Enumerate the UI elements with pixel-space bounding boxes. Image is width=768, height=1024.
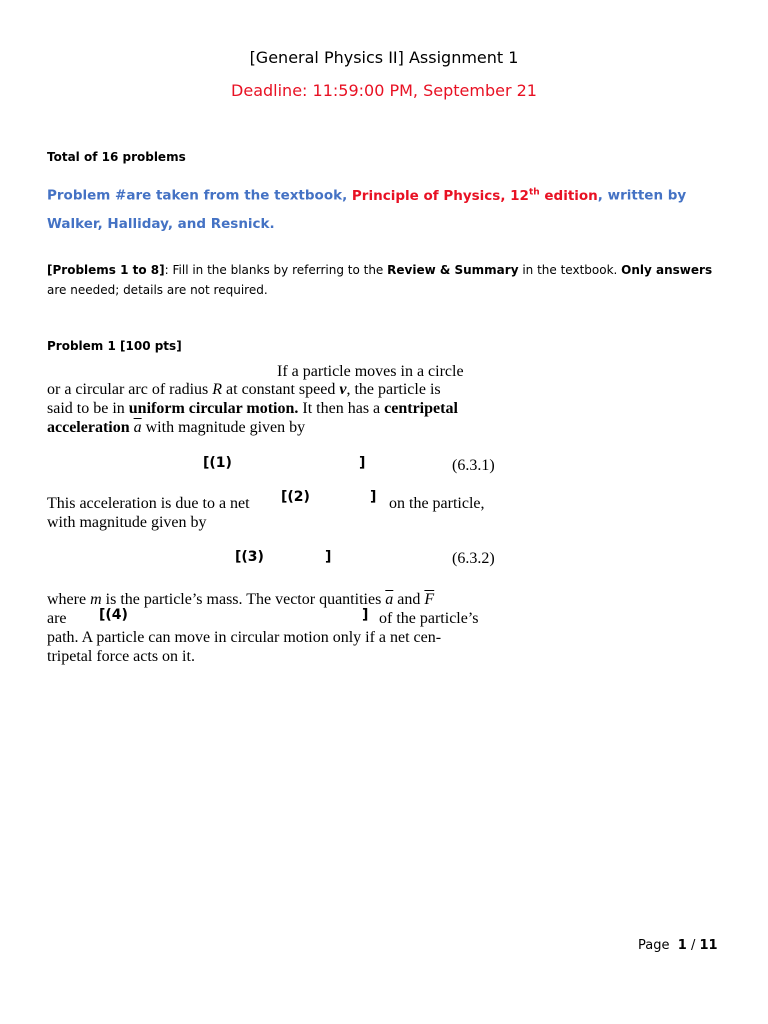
instr-text-1: : Fill in the blanks by referring to the [164,263,388,277]
blank-3-close: ] [325,549,332,565]
excerpt-line-6: with magnitude given by [47,514,207,531]
page-label: Page [638,938,670,953]
book-title [352,188,598,204]
text: , the particle is [346,381,441,398]
excerpt-line-1: If a particle moves in a circle [277,363,464,380]
instructions [47,260,737,300]
mass-symbol: m [90,591,102,608]
excerpt-line-4 [47,418,305,437]
page-current: 1 [677,938,687,953]
text: at constant speed [222,381,340,398]
page-separator: / [690,938,696,953]
source-text-2: , written by [597,187,687,204]
book-name: Principle of Physics, 12 [351,187,529,204]
vector-a: $\overline{a}$ [133,419,142,436]
radius-symbol: R [212,381,223,398]
text: with magnitude given by [141,419,306,436]
bold-term: uniform circular motion. [128,400,299,417]
excerpt-line-5a: This acceleration is due to a net [47,495,250,512]
vector-a: $\overline{a}$ [385,591,394,608]
textbook-source [47,178,727,238]
source-text: Problem #are taken from the textbook, [47,187,352,204]
problem-heading: Problem 1 [100 pts] [47,339,182,353]
edition-sup: th [528,187,540,197]
text: It then has a [298,400,385,417]
page-total: 11 [699,938,718,953]
text: or a circular arc of radius [47,381,213,398]
text: and [393,591,425,608]
excerpt-line-8b: of the particle’s [379,610,479,627]
blank-1-close: ] [359,455,366,471]
instr-text-3: are needed; details are not required. [47,283,268,297]
assignment-title: [General Physics II] Assignment 1 [249,48,519,67]
problem-range: [Problems 1 to 8] [47,263,165,277]
bold-term: centripetal [384,400,458,417]
text: is the particle’s mass. The vector quantities [101,591,386,608]
equation-number-1: (6.3.1) [452,457,495,474]
excerpt-line-2 [47,380,441,399]
vector-f: $\overline{F}$ [424,591,435,608]
speed-symbol: v [339,381,347,398]
only-answers: Only answers [621,263,713,277]
authors: Walker, Halliday, and Resnick. [47,215,275,232]
excerpt-line-3 [47,399,458,418]
blank-2-close: ] [370,489,377,505]
blank-3-open: [(3) [235,549,264,565]
text: where [47,591,91,608]
blank-4-open: [(4) [99,607,128,623]
blank-2-open: [(2) [281,489,310,505]
edition-text: edition [539,187,598,204]
excerpt-line-10: tripetal force acts on it. [47,648,195,665]
equation-number-2: (6.3.2) [452,550,495,567]
page-indicator [638,938,718,953]
excerpt-line-8a: are [47,610,67,627]
text: said to be in [47,400,129,417]
blank-4-close: ] [362,607,369,623]
total-problems: Total of 16 problems [47,150,186,164]
bold-term: acceleration [47,419,134,436]
review-summary: Review & Summary [387,263,519,277]
blank-1-open: [(1) [203,455,232,471]
excerpt-line-9: path. A particle can move in circular motion only if a net cen- [47,629,442,646]
deadline: Deadline: 11:59:00 PM, September 21 [231,81,537,100]
instr-text-2: in the textbook. [518,263,622,277]
excerpt-line-5b: on the particle, [389,495,485,512]
